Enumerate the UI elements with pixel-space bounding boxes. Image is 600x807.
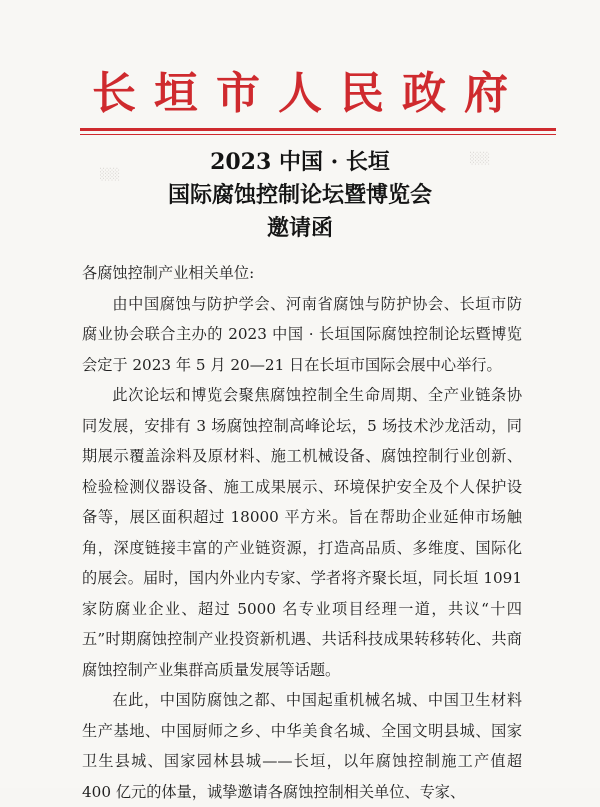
bleed-through-mark: ░░░: [470, 152, 490, 165]
letterhead-rule-thin: [80, 134, 556, 135]
letterhead: [0, 62, 600, 126]
paragraph-2: 此次论坛和博览会聚焦腐蚀控制全生命周期、全产业链条协同发展，安排有 3 场腐蚀控制高峰论坛，5 场技术沙龙活动，同期展示覆盖涂料及原材料、施工机械设备、腐蚀控制行业创新、检验检测仪器设备、施工成果展示、环境保护安全及个人保护设备等，展区面积超过 18000 平方米。旨在帮助企业延伸市场触角，深度链接丰富的产业链资源，打造高品质、多维度、国际化的展会。届时，国内外业内专家、学者将齐聚长垣，同长垣 1091 家防腐业企业、超过 5000 名专业项目经理一道，共议“十四五”时期腐蚀控制产业投资新机遇、共话科技成果转移转化、共商腐蚀控制产业集群高质量发展等话题。: [82, 386, 522, 679]
letterhead-rule-thick: [80, 128, 556, 131]
title-line-1: 2023 中国 · 长垣: [210, 149, 390, 175]
document-title: [0, 146, 600, 245]
government-name: 长垣市人民政府: [92, 68, 526, 119]
letter-body: [82, 258, 522, 807]
paragraph-1: 由中国腐蚀与防护学会、河南省腐蚀与防护协会、长垣市防腐业协会联合主办的 2023 中国 · 长垣国际腐蚀控制论坛暨博览会定于 2023 年 5 月 20—21 日在长垣市国际会展中心举行。: [82, 294, 522, 374]
paragraph-3: 在此，中国防腐蚀之都、中国起重机械名城、中国卫生材料生产基地、中国厨师之乡、中华美食名城、全国文明县城、国家卫生县城、国家园林县城——长垣，以年腐蚀控制施工产值超 400 亿元的体量，诚挚邀请各腐蚀控制相关单位、专家、: [82, 691, 522, 801]
bleed-through-mark: ░░░: [100, 168, 120, 181]
salutation: 各腐蚀控制产业相关单位:: [82, 264, 255, 282]
title-line-2: 国际腐蚀控制论坛暨博览会: [167, 182, 432, 208]
title-line-3: 邀请函: [266, 215, 333, 241]
